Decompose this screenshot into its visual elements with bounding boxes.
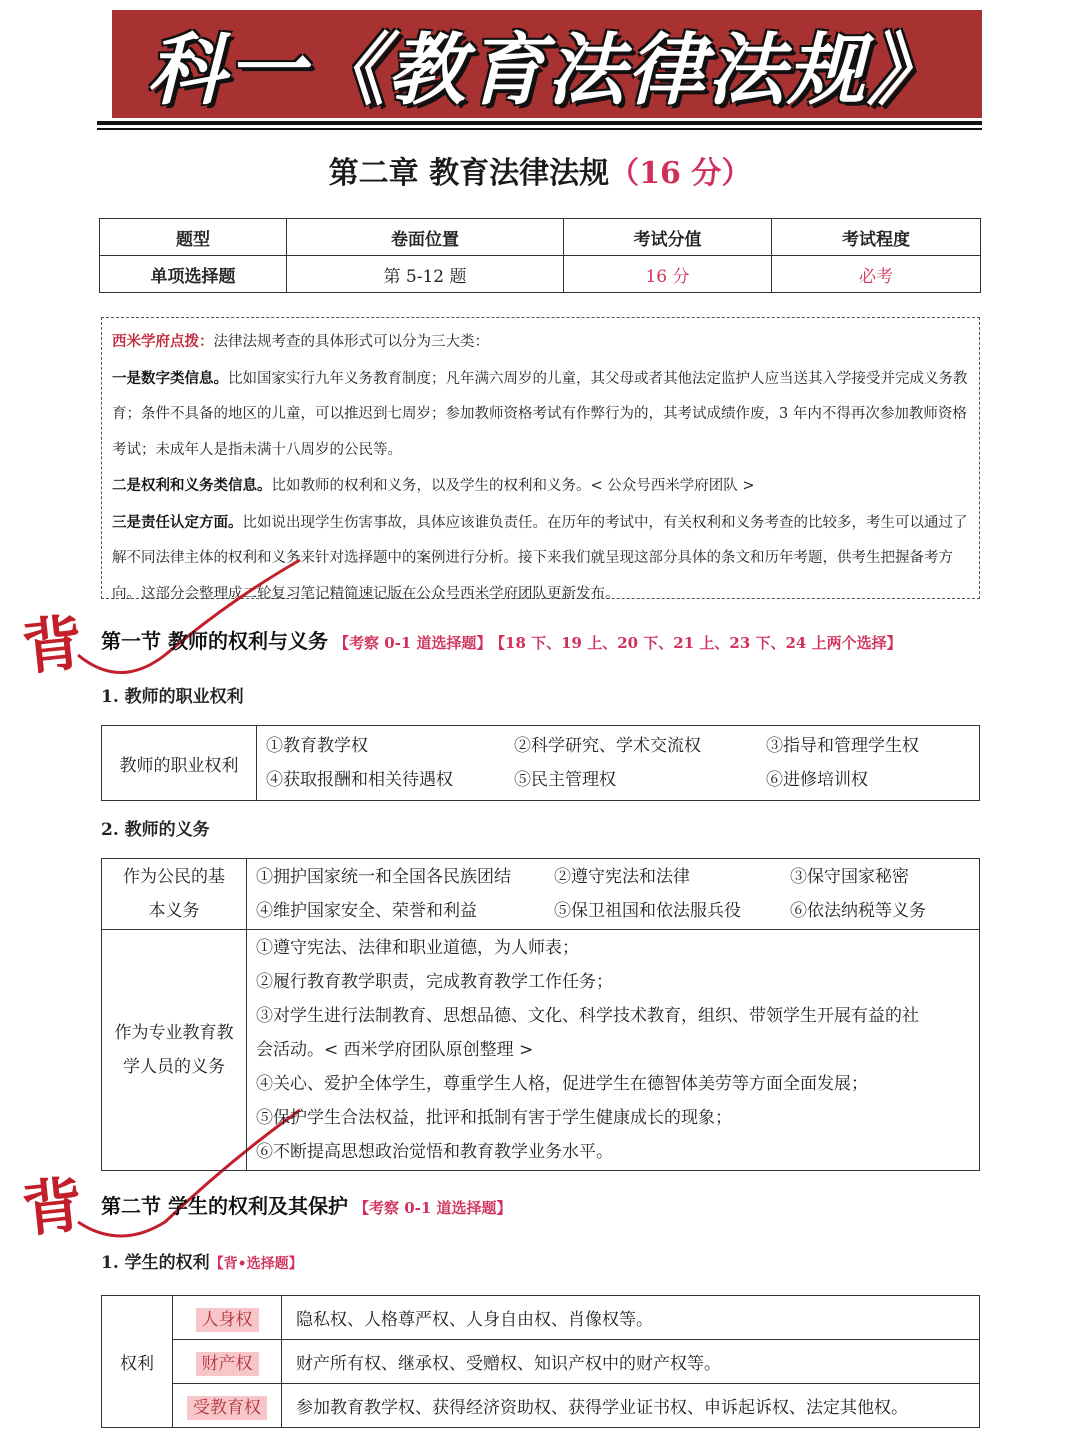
tips-paragraph-3 [112,505,969,613]
tips-paragraph-2 [112,468,969,505]
right-kind-cell [173,1384,282,1428]
degree-cell: 必考 [772,256,981,293]
student-rights-table [101,1295,980,1428]
right-kind-cell [173,1296,282,1340]
header-cell: 题型 [100,219,287,256]
chapter-title [0,148,1080,192]
list-item: ②科学研究、学术交流权 [514,736,701,756]
section-2-tag: 【考察 0-1 道选择题】 [353,1199,512,1217]
student-rights-heading-tag: 【背•选择题】 [209,1256,303,1272]
tips-lead-line [112,324,969,361]
list-item: ②遵守宪法和法律 [554,867,690,887]
list-item: ①拥护国家统一和全国各民族团结 [256,867,511,887]
tips-lead-text: 法律法规考查的具体形式可以分为三大类： [213,334,489,350]
header-cell: 考试分值 [564,219,772,256]
handwritten-mark-1: 背 [19,608,87,684]
right-kind-highlight: 财产权 [196,1352,259,1376]
tips-lead: 西米学府点拨： [112,333,214,350]
list-item: ③指导和管理学生权 [766,736,919,756]
header-cell: 考试程度 [772,219,981,256]
right-kind-cell [173,1340,282,1384]
right-desc-cell: 隐私权、人格尊严权、人身自由权、肖像权等。 [282,1296,980,1340]
table-row [102,1296,980,1340]
rights-heading: 1. 教师的职业权利 [101,687,244,707]
list-item: ①教育教学权 [266,736,368,756]
student-rights-heading-text: 1. 学生的权利 [101,1253,210,1273]
list-item: ⑥不断提高思想政治觉悟和教育教学业务水平。 [256,1142,613,1162]
header-cell: 卷面位置 [287,219,564,256]
tips-p3-bold: 三是责任认定方面。 [112,513,243,531]
table-row [102,859,980,930]
tips-p3-text: 比如说出现学生伤害事故，具体应该谁负责任。在历年的考试中，有关权利和义务考查的比较多，考生可以通过了解不同法律主体的权利和义务来针对选择题中的案例进行分析。接下来我们就呈现这部分具体的条文和历年考题，供考生把握备考方向。这部分会整理成二轮复习笔记精简速记版在公众号西米学府团队更新发布。 [112,514,968,602]
right-kind-highlight: 人身权 [196,1308,259,1332]
exam-info-table [99,218,981,293]
list-item: ⑥进修培训权 [766,770,868,790]
list-item: ②履行教育教学职责，完成教育教学工作任务； [256,972,613,992]
tips-paragraph-1 [112,361,969,469]
list-item: ⑤保卫祖国和依法服兵役 [554,901,741,921]
citizen-duties-label: 作为公民的基本义务 [102,859,247,930]
table-row [100,256,981,293]
section-2-title-text: 第二节 学生的权利及其保护 [101,1194,348,1218]
table-row [102,930,980,1171]
list-item: ④获取报酬和相关待遇权 [266,770,453,790]
table-row [102,726,980,801]
list-item: ①遵守宪法、法律和职业道德，为人师表； [256,938,579,958]
question-type-cell: 单项选择题 [100,256,287,293]
section-1-title-text: 第一节 教师的权利与义务 [101,629,328,653]
banner-title: 科一《教育法律法规》 [146,26,947,116]
section-1-title [101,625,902,654]
right-desc-cell: 财产所有权、继承权、受赠权、知识产权中的财产权等。 [282,1340,980,1384]
list-item: ④关心、爱护全体学生，尊重学生人格，促进学生在德智体美劳等方面全面发展； [256,1074,868,1094]
section-1-years: 【18 下、19 上、20 下、21 上、23 下、24 上两个选择】 [497,634,902,652]
rights-label: 教师的职业权利 [102,726,257,801]
title-banner [112,10,982,118]
list-item: ⑤保护学生合法权益，批评和抵制有害于学生健康成长的现象； [256,1108,732,1128]
score-cell: 16 分 [564,256,772,293]
citizen-duties-cell [247,859,980,930]
section-2-title [101,1190,512,1219]
chapter-title-text: 第二章 教育法律法规 [328,156,610,191]
chapter-score: （16 分） [609,156,752,191]
duties-heading: 2. 教师的义务 [101,820,210,840]
list-item: 会活动。< 西米学府团队原创整理 > [256,1040,534,1060]
handwritten-mark-2: 背 [19,1170,87,1246]
banner-rule-thin [97,128,982,130]
tips-p2-bold: 二是权利和义务类信息。 [112,477,272,494]
banner-rule-thick [97,121,982,125]
teacher-duties-table [101,858,980,1171]
list-item: ④维护国家安全、荣誉和利益 [256,901,477,921]
student-rights-heading [101,1248,303,1273]
list-item: ⑥依法纳税等义务 [790,901,926,921]
rights-items-cell [257,726,980,801]
rights-group-label: 权利 [102,1296,173,1428]
rights-grid [258,727,978,799]
list-item: ③保守国家秘密 [790,867,909,887]
list-item: ⑤民主管理权 [514,770,616,790]
citizen-duties-grid [248,860,978,928]
teacher-rights-table [101,725,980,801]
tips-p2-text: 比如教师的权利和义务，以及学生的权利和义务。< 公众号西米学府团队 > [271,478,755,494]
table-row [102,1340,980,1384]
table-header-row [100,219,981,256]
section-1-tag: 【考察 0-1 道选择题】 [333,634,492,652]
professional-duties-list [248,931,978,1169]
tips-p1-text: 比如国家实行九年义务教育制度；凡年满六周岁的儿童，其父母或者其他法定监护人应当送其入学接受并完成义务教育；条件不具备的地区的儿童，可以推迟到七周岁；参加教师资格考试有作弊行为的，其考试成绩作废，3 年内不得再次参加教师资格考试；未成年人是指未满十八周岁的公民等。 [112,370,968,458]
position-cell: 第 5-12 题 [287,256,564,293]
tips-box [101,317,980,602]
list-item: ③对学生进行法制教育、思想品德、文化、科学技术教育，组织、带领学生开展有益的社 [256,1006,919,1026]
right-desc-cell: 参加教育教学权、获得经济资助权、获得学业证书权、申诉起诉权、法定其他权。 [282,1384,980,1428]
right-kind-highlight: 受教育权 [187,1396,267,1420]
professional-duties-cell [247,930,980,1171]
table-row [102,1384,980,1428]
professional-duties-label: 作为专业教育教学人员的义务 [102,930,247,1171]
tips-p1-bold: 一是数字类信息。 [112,369,228,387]
